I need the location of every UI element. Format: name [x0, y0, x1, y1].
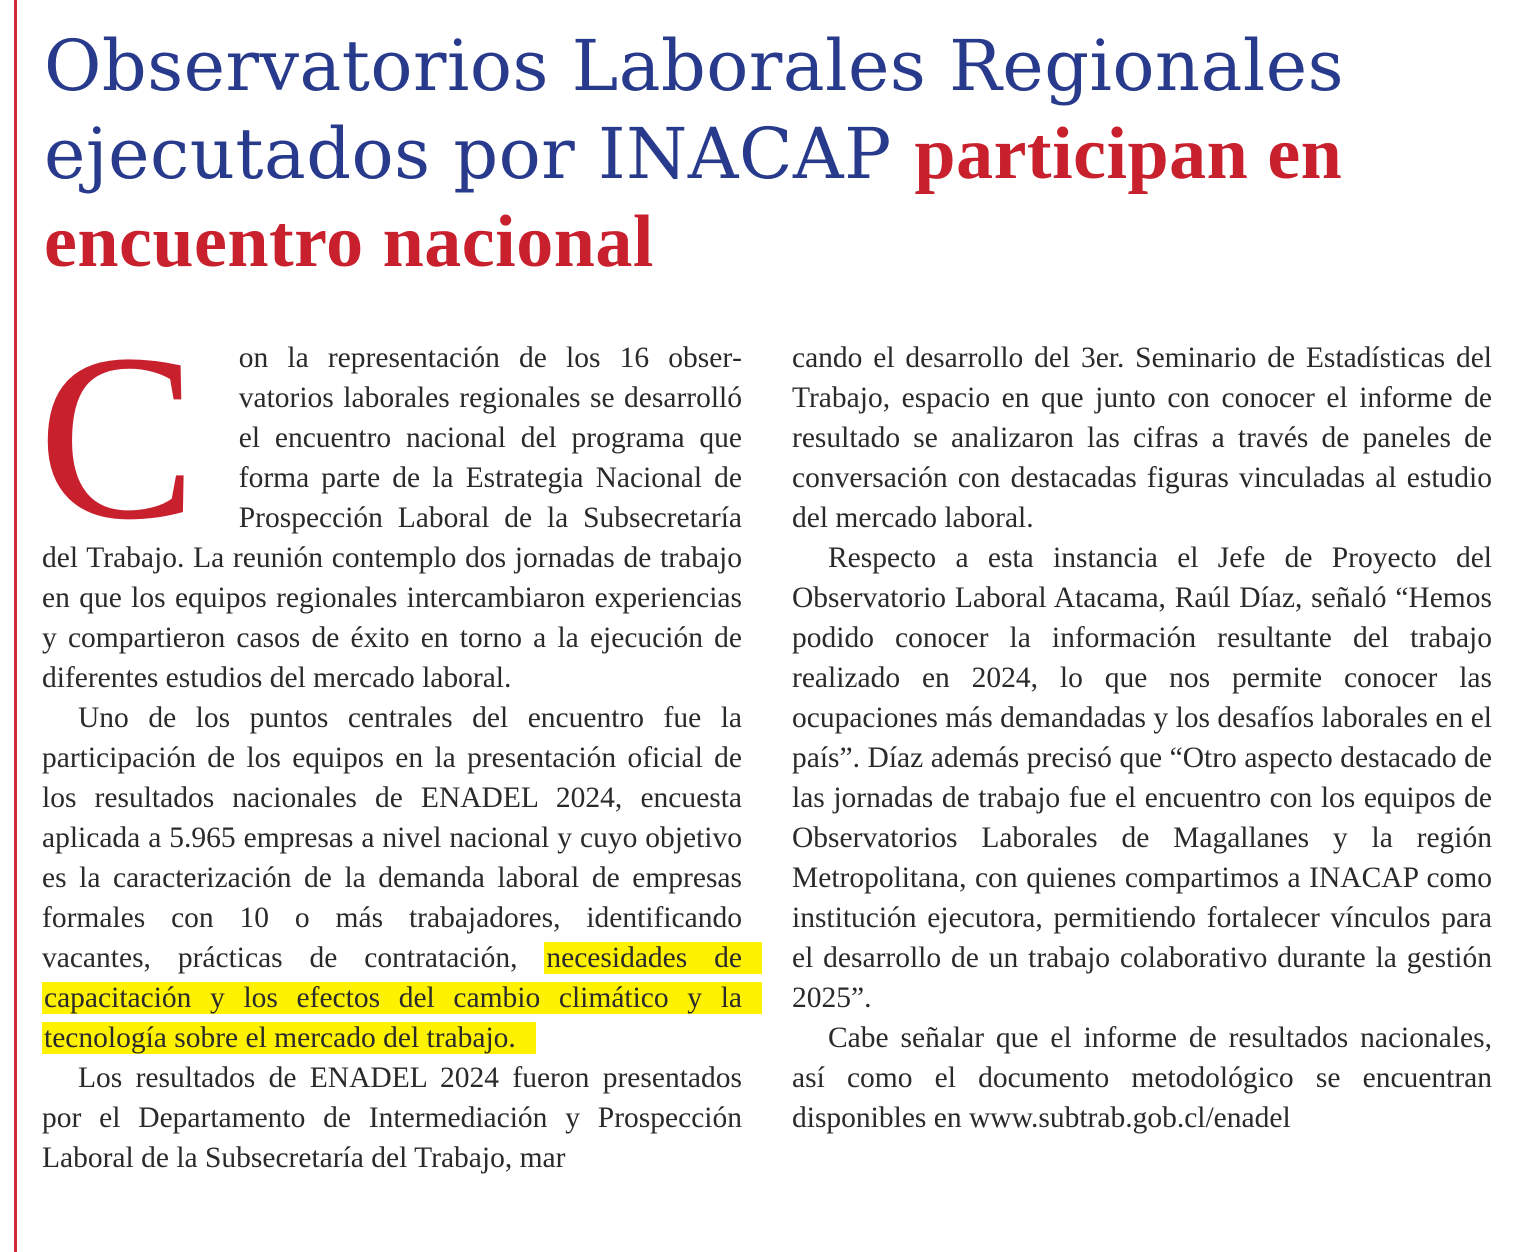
paragraph-seminar: cando el desarrollo del 3er. Seminario de Estadísticas del Trabajo, espacio en que junto con conocer el informe de resultado se analizaron las cifras a través de paneles de conversación con destacadas figuras vinculadas al estudio del mercado laboral. — [792, 342, 1492, 534]
left-accent-rule — [14, 0, 17, 1252]
headline-blue-part: Observatorios Laborales Regionales ejecutados por INACAP — [44, 25, 1345, 195]
paragraph-intro-text: on la representación de los 16 observatorios laborales regionales se desarrolló el encuentro nacional del programa que forma parte de la Estrategia Nacional de Prospección Laboral de la Subsecretaría del Trabajo. La reunión contemplo dos jornadas de trabajo en que los equipos regionales intercambiaron experiencias y compartieron casos de éxito en torno a la ejecución de diferentes estudios del mercado laboral. — [42, 342, 742, 694]
paragraph-quote: Respecto a esta instancia el Jefe de Proyecto del Observatorio Laboral Atacama, Raúl Díaz, señaló “Hemos podido conocer la información resultante del trabajo realizado en 2024, lo que nos permite conocer las ocupaciones más demandadas y los desafíos laborales en el país”. Díaz además precisó que “Otro aspecto destacado de las jornadas de trabajo fue el encuentro con los equipos de Observatorios Laborales de Magallanes y la región Metropolitana, con quienes compartimos a INACAP como institución ejecutora, permitiendo fortalecer vínculos para el desarrollo de un trabajo colaborativo durante la gestión 2025”. — [792, 542, 1492, 1014]
article-headline — [44, 22, 1504, 286]
drop-cap: C — [38, 306, 197, 569]
article-column-right — [792, 338, 1492, 1138]
paragraph-results: Los resultados de ENADEL 2024 fueron presentados por el Departamento de Intermediación y Prospección Laboral de la Subsecretaría del Trabajo, mar — [42, 1062, 742, 1174]
paragraph-enadel — [42, 698, 742, 1058]
highlighted-text: necesidades de capacitación y los efectos del cambio climático y la tecnología sobre el mercado del trabajo. — [42, 942, 762, 1054]
paragraph-enadel-text: Uno de los puntos centrales del encuentro fue la participación de los equipos en la presentación oficial de los resultados nacionales de ENADEL 2024, encuesta aplicada a 5.965 empresas a nivel nacional y cuyo objetivo es la caracterización de la demanda laboral de empresas formales con 10 o más trabajadores, identificando vacantes, prácticas de contratación, — [42, 702, 742, 974]
headline-red-part: participan en encuentro nacional — [44, 113, 1343, 283]
paragraph-closing: Cabe señalar que el informe de resultados nacionales, así como el documento metodológico se encuentran disponibles en www.subtrab.gob.cl/enadel — [792, 1022, 1492, 1134]
article-column-left — [38, 306, 742, 1178]
paragraph-intro — [38, 306, 742, 698]
